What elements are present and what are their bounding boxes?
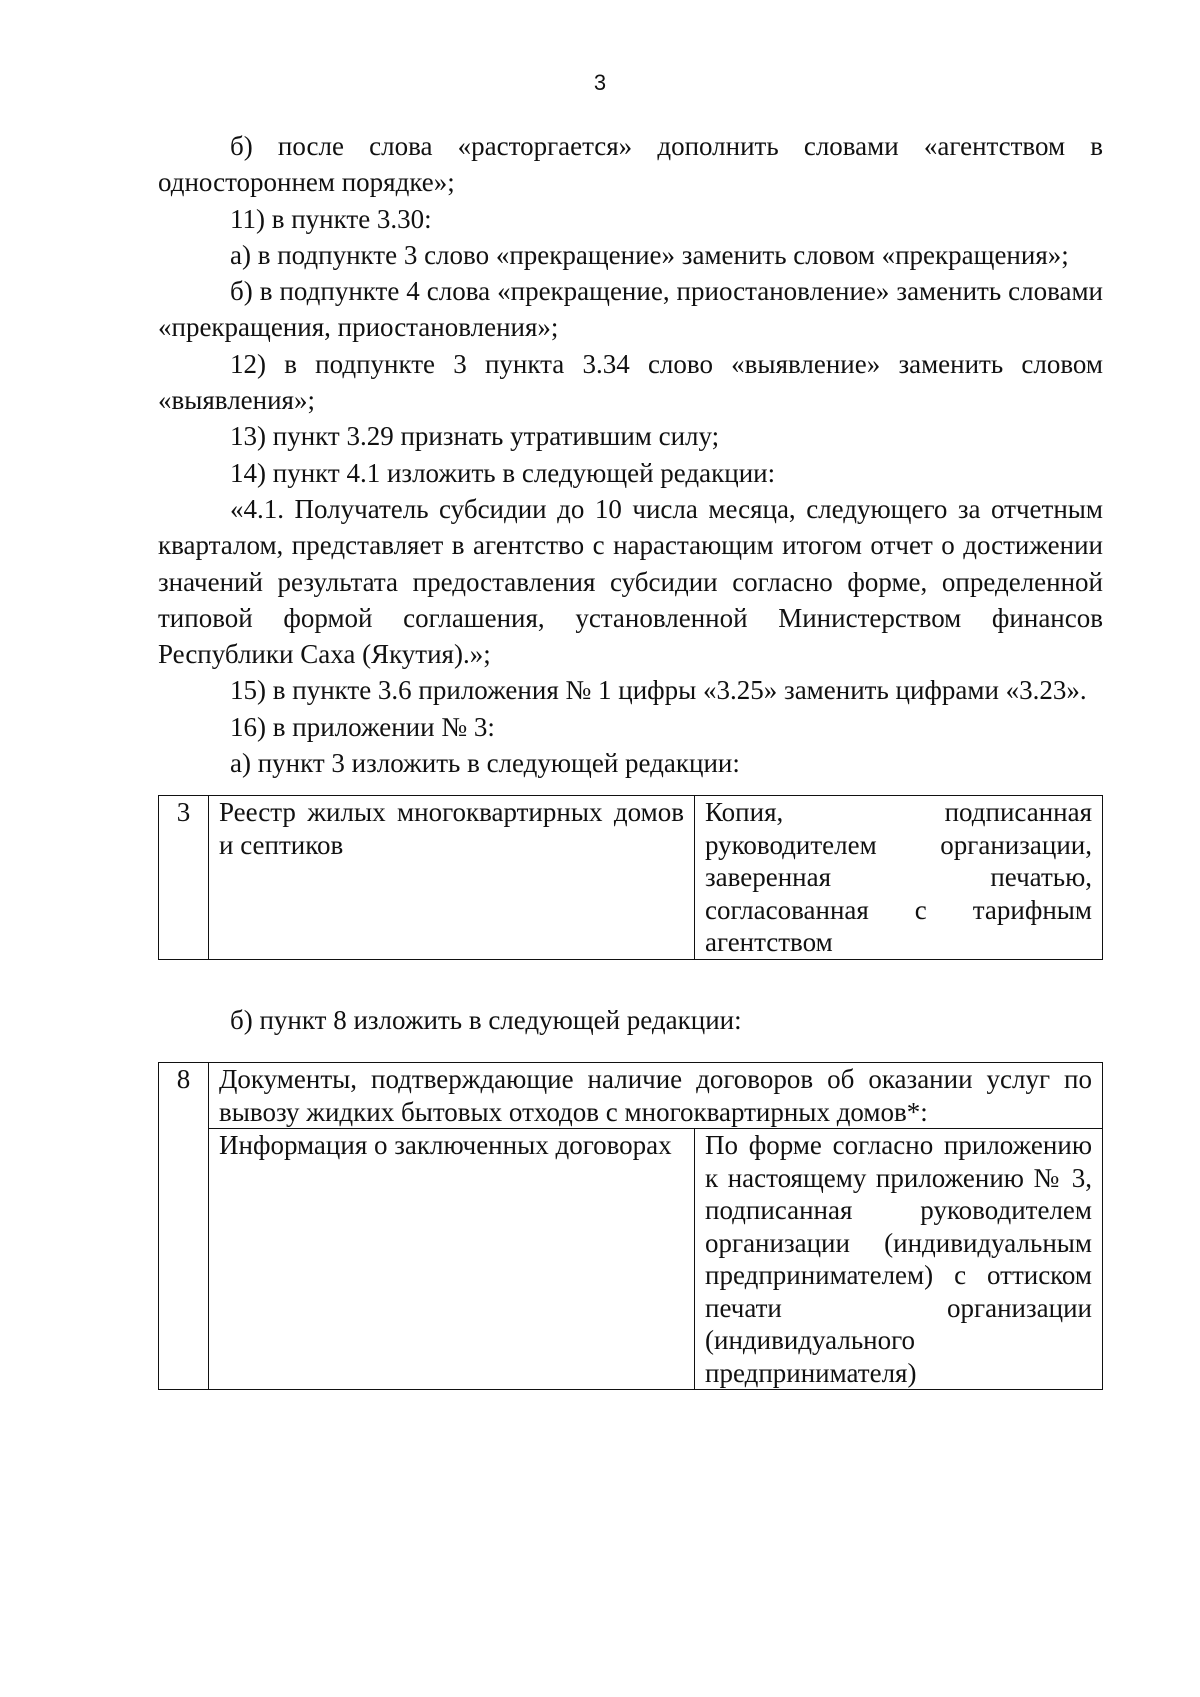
table-row	[159, 1129, 1103, 1390]
paragraph: 15) в пункте 3.6 приложения № 1 цифры «3.25» заменить цифрами «3.23».	[230, 675, 1087, 706]
page-number: 3	[593, 70, 607, 95]
table-row	[159, 1063, 1103, 1129]
paragraph: 13) пункт 3.29 признать утратившим силу;	[230, 421, 720, 452]
table-cell-name: Информация о заключенных договорах	[209, 1129, 695, 1390]
paragraph: а) в подпункте 3 слово «прекращение» заменить словом «прекращения»;	[230, 239, 1069, 270]
table-cell-header: Документы, подтверждающие наличие договоров об оказании услуг по вывозу жидких бытовых отходов с многоквартирных домов*:	[209, 1063, 1103, 1129]
table-cell-name: Реестр жилых многоквартирных домов и септиков	[209, 796, 695, 960]
paragraph: 14) пункт 4.1 изложить в следующей редакции:	[230, 457, 776, 488]
table-cell-number: 3	[159, 796, 209, 960]
paragraph: б) пункт 8 изложить в следующей редакции:	[230, 1004, 742, 1035]
paragraph: б) после слова «расторгается» дополнить словами «агентством в одностороннем порядке»;	[158, 131, 1103, 198]
table-cell-requirement: Копия, подписанная руководителем организации, заверенная печатью, согласованная с тарифным агентством	[695, 796, 1103, 960]
paragraph: «4.1. Получатель субсидии до 10 числа месяца, следующего за отчетным кварталом, представляет в агентство с нарастающим итогом отчет о достижении значений результата предоставления субсидии согласно форме, определенной типовой формой соглашения, установленной Министерством финансов Республики Саха (Якутия).»;	[158, 493, 1103, 670]
table-cell-number: 8	[159, 1063, 209, 1390]
paragraph: 11) в пункте 3.30:	[230, 203, 432, 234]
paragraph: 16) в приложении № 3:	[230, 711, 495, 742]
table-row	[159, 796, 1103, 960]
table-item-3	[158, 795, 1103, 960]
paragraph: а) пункт 3 изложить в следующей редакции:	[230, 748, 740, 779]
document-body	[158, 128, 1103, 1390]
paragraph: б) в подпункте 4 слова «прекращение, приостановление» заменить словами «прекращения, приостановления»;	[158, 276, 1103, 343]
paragraph: 12) в подпункте 3 пункта 3.34 слово «выявление» заменить словом «выявления»;	[158, 348, 1103, 416]
table-item-8	[158, 1062, 1103, 1390]
table-cell-requirement: По форме согласно приложению к настоящему приложению № 3, подписанная руководителем организации (индивидуальным предпринимателем) с оттиском печати организации (индивидуального предпринимателя)	[695, 1129, 1103, 1390]
